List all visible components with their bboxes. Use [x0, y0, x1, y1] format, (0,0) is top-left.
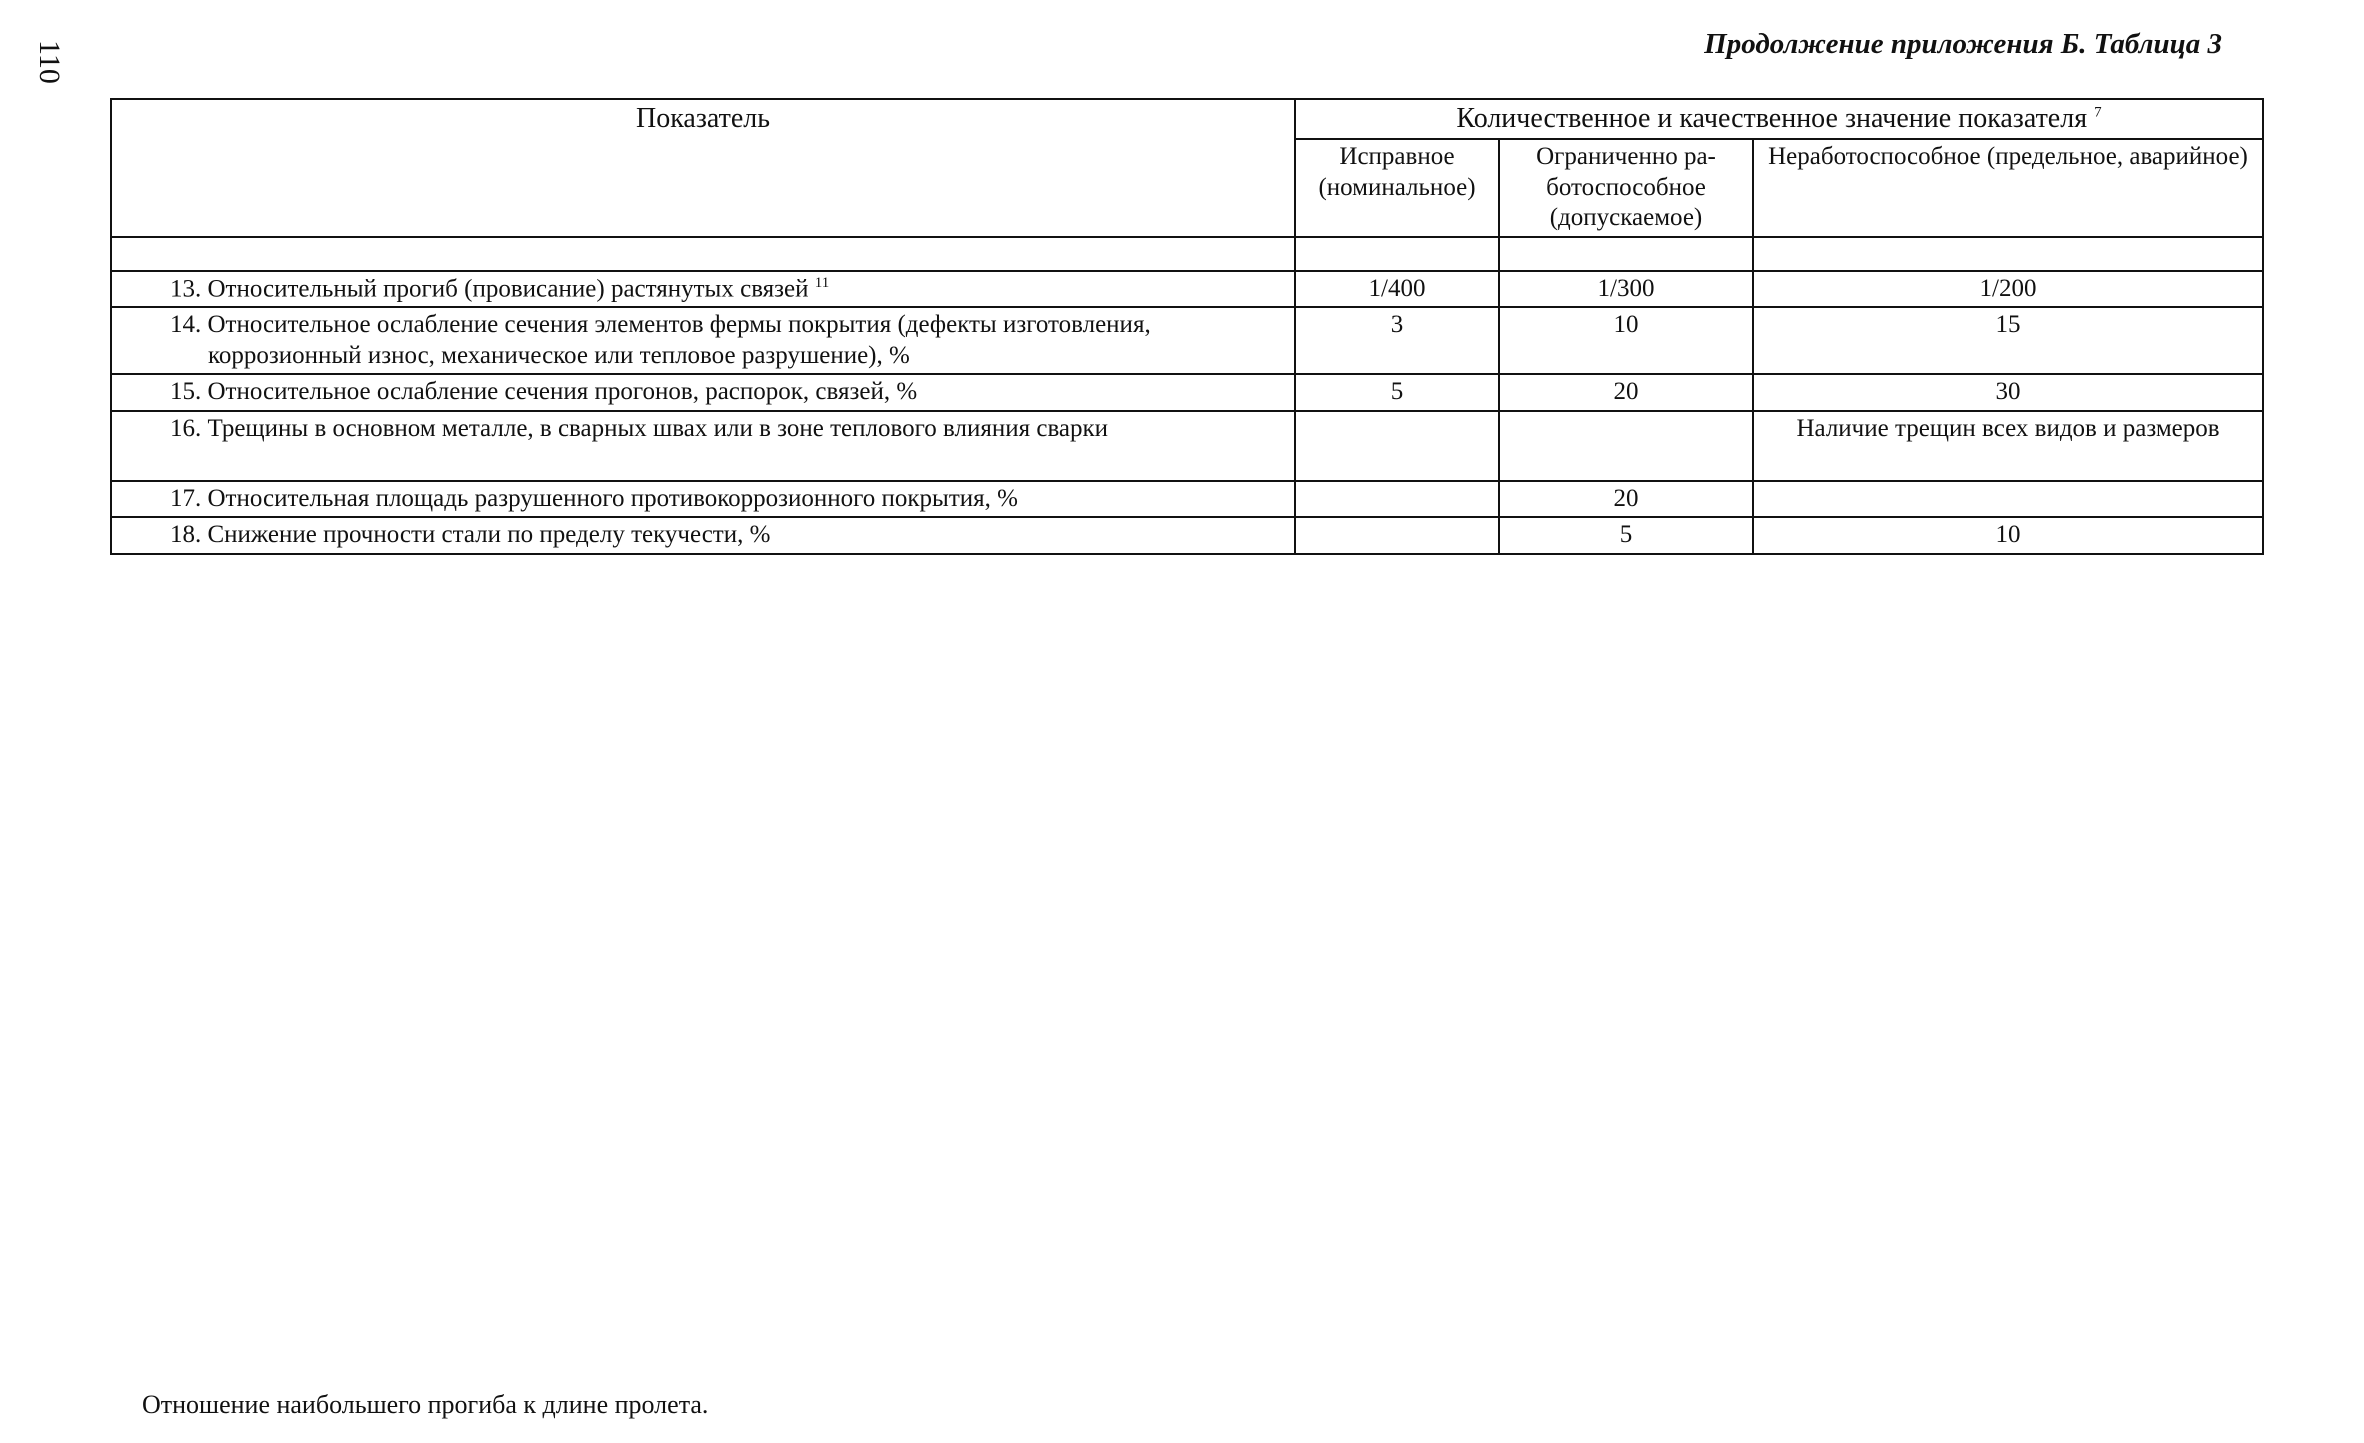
page-number: 110	[33, 40, 66, 84]
header-col-ok: Исправное (номинальное)	[1295, 139, 1499, 237]
cell-ok	[1295, 411, 1499, 481]
cell-ok: 5	[1295, 374, 1499, 411]
cell-ok	[1295, 517, 1499, 554]
table-row	[111, 411, 2263, 481]
cell-failed: 15	[1753, 307, 2263, 374]
table-row	[111, 481, 2263, 518]
cell-limited: 20	[1499, 481, 1753, 518]
header-group: Количественное и качественное значение показателя $^7$	[1295, 99, 2263, 139]
row-label: 18. Снижение прочности стали по пределу текучести, %	[170, 521, 771, 549]
running-title: Продолжение приложения Б. Таблица 3	[1704, 28, 2222, 60]
table-row	[111, 517, 2263, 554]
footnote: Отношение наибольшего прогиба к длине пролета.	[142, 1390, 709, 1419]
row-note: 11	[814, 274, 830, 291]
row-label: 14. Относительное ослабление сечения элементов фермы покрытия (дефекты изготовления, коррозионный износ, механическое или тепловое разрушение), %	[170, 311, 1151, 369]
header-col-failed: Неработоспособное (предельное, аварийное)	[1753, 139, 2263, 237]
row-label: 17. Относительная площадь разрушенного противокоррозионного покрытия, %	[170, 484, 1018, 512]
row-label: 13. Относительный прогиб (провисание) растянутых связей	[170, 274, 809, 302]
cell-limited: 5	[1499, 517, 1753, 554]
cell-ok	[1295, 481, 1499, 518]
cell-ok: 1/400	[1295, 271, 1499, 308]
cell-limited: 10	[1499, 307, 1753, 374]
row-label: 16. Трещины в основном металле, в сварных швах или в зоне теплового влияния сварки	[170, 414, 1109, 442]
cell-limited	[1499, 411, 1753, 481]
cell-failed: 10	[1753, 517, 2263, 554]
cell-failed	[1753, 481, 2263, 518]
spacer-row	[111, 237, 2263, 271]
cell-limited: 20	[1499, 374, 1753, 411]
cell-ok: 3	[1295, 307, 1499, 374]
indicators-table	[110, 98, 2264, 555]
table-row	[111, 307, 2263, 374]
cell-failed: 1/200	[1753, 271, 2263, 308]
row-label: 15. Относительное ослабление сечения прогонов, распорок, связей, %	[170, 378, 918, 406]
cell-failed: 30	[1753, 374, 2263, 411]
header-col-limited: Ограниченно ра-ботоспособное (допускаемое)	[1499, 139, 1753, 237]
header-group-note: 7	[2094, 104, 2102, 121]
cell-failed: Наличие трещин всех видов и размеров	[1753, 411, 2263, 481]
cell-limited: 1/300	[1499, 271, 1753, 308]
table-row	[111, 271, 2263, 308]
table-row	[111, 374, 2263, 411]
header-indicator: Показатель	[111, 99, 1295, 237]
